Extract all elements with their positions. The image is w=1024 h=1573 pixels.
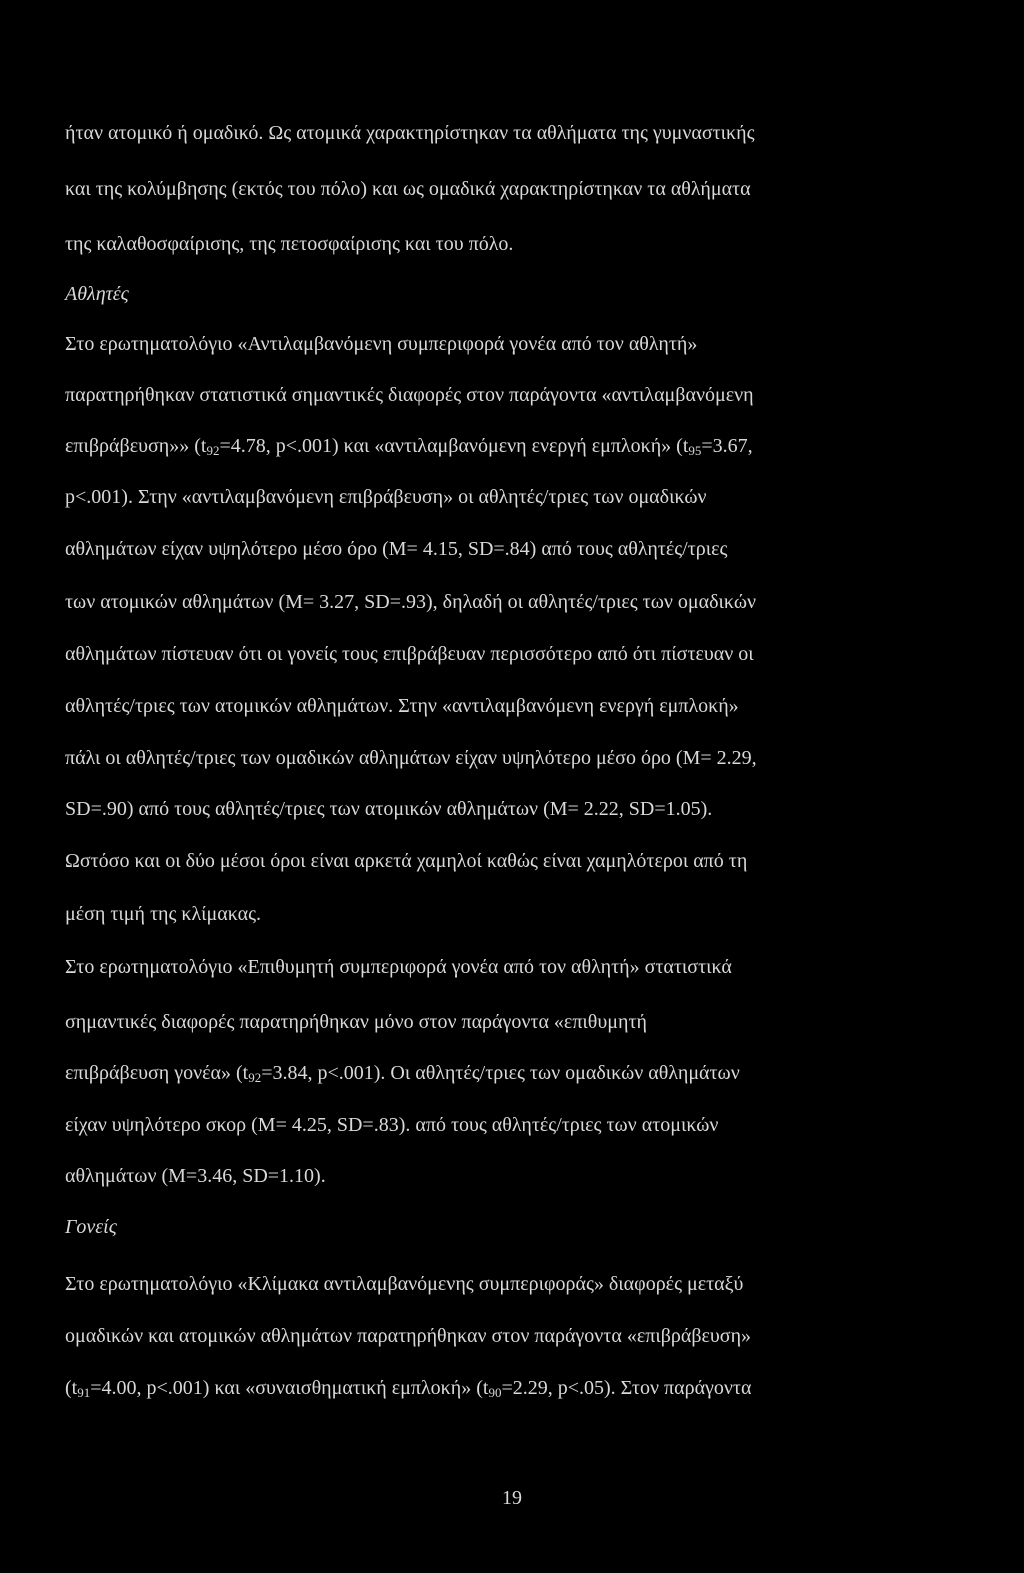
text-segment: =4.78, p<.001) και «αντιλαμβανόμενη ενεργή εμπλοκή» (t: [219, 435, 689, 457]
subscript: 91: [77, 1385, 91, 1400]
page-number: 19: [502, 1487, 522, 1509]
text-line-20: είχαν υψηλότερο σκορ (Μ= 4.25, SD=.83). από τους αθλητές/τριες των ατομικών: [65, 1114, 719, 1136]
text-segment: =3.67,: [701, 435, 753, 457]
subscript: 90: [488, 1385, 502, 1400]
text-segment: (t: [65, 1377, 78, 1399]
text-line-14: SD=.90) από τους αθλητές/τριες των ατομικών αθλημάτων (Μ= 2.22, SD=1.05).: [65, 798, 713, 820]
text-line-21: αθλημάτων (Μ=3.46, SD=1.10).: [65, 1165, 326, 1187]
text-line-18: σημαντικές διαφορές παρατηρήθηκαν μόνο στον παράγοντα «επιθυμητή: [65, 1011, 647, 1033]
text-line-2: και της κολύμβησης (εκτός του πόλο) και ως ομαδικά χαρακτηρίστηκαν τα αθλήματα: [65, 178, 751, 200]
text-segment: επιβράβευση»» (t: [65, 435, 207, 457]
text-line-15: Ωστόσο και οι δύο μέσοι όροι είναι αρκετά χαμηλοί καθώς είναι χαμηλότεροι από τη: [65, 850, 748, 872]
section-heading-athletes: Αθλητές: [65, 283, 129, 305]
text-line-6: παρατηρήθηκαν στατιστικά σημαντικές διαφορές στον παράγοντα «αντιλαμβανόμενη: [65, 384, 754, 406]
text-segment: =4.00, p<.001) και «συναισθηματική εμπλοκή» (t: [90, 1377, 489, 1399]
text-line-12: αθλητές/τριες των ατομικών αθλημάτων. Στην «αντιλαμβανόμενη ενεργή εμπλοκή»: [65, 695, 739, 717]
text-line-7: [65, 434, 753, 458]
subscript: 95: [688, 443, 702, 458]
text-line-1: ήταν ατομικό ή ομαδικό. Ως ατομικά χαρακτηρίστηκαν τα αθλήματα της γυμναστικής: [65, 122, 755, 144]
text-segment: =3.84, p<.001). Οι αθλητές/τριες των ομαδικών αθλημάτων: [261, 1062, 740, 1084]
text-line-10: των ατομικών αθλημάτων (Μ= 3.27, SD=.93), δηλαδή οι αθλητές/τριες των ομαδικών: [65, 591, 757, 613]
text-line-8: p<.001). Στην «αντιλαμβανόμενη επιβράβευση» οι αθλητές/τριες των ομαδικών: [65, 486, 707, 508]
text-line-13: πάλι οι αθλητές/τριες των ομαδικών αθλημάτων είχαν υψηλότερο μέσο όρο (Μ= 2.29,: [65, 747, 757, 769]
subscript: 92: [206, 443, 220, 458]
text-line-9: αθλημάτων είχαν υψηλότερο μέσο όρο (Μ= 4.15, SD=.84) από τους αθλητές/τριες: [65, 538, 728, 560]
section-heading-parents: Γονείς: [65, 1216, 117, 1238]
text-line-11: αθλημάτων πίστευαν ότι οι γονείς τους επιβράβευαν περισσότερο από ότι πίστευαν οι: [65, 643, 754, 665]
text-segment: =2.29, p<.05). Στον παράγοντα: [501, 1377, 752, 1399]
text-line-24: ομαδικών και ατομικών αθλημάτων παρατηρήθηκαν στον παράγοντα «επιβράβευση»: [65, 1325, 752, 1347]
text-segment: επιβράβευση γονέα» (t: [65, 1062, 249, 1084]
text-line-5: Στο ερωτηματολόγιο «Αντιλαμβανόμενη συμπεριφορά γονέα από τον αθλητή»: [65, 333, 698, 355]
text-line-16: μέση τιμή της κλίμακας.: [65, 903, 262, 925]
text-line-17: Στο ερωτηματολόγιο «Επιθυμητή συμπεριφορά γονέα από τον αθλητή» στατιστικά: [65, 956, 732, 978]
text-line-23: Στο ερωτηματολόγιο «Κλίμακα αντιλαμβανόμενης συμπεριφοράς» διαφορές μεταξύ: [65, 1273, 744, 1295]
text-line-3: της καλαθοσφαίρισης, της πετοσφαίρισης και του πόλο.: [65, 233, 514, 255]
text-line-25: [65, 1376, 751, 1400]
subscript: 92: [248, 1070, 262, 1085]
text-line-19: [65, 1061, 740, 1085]
